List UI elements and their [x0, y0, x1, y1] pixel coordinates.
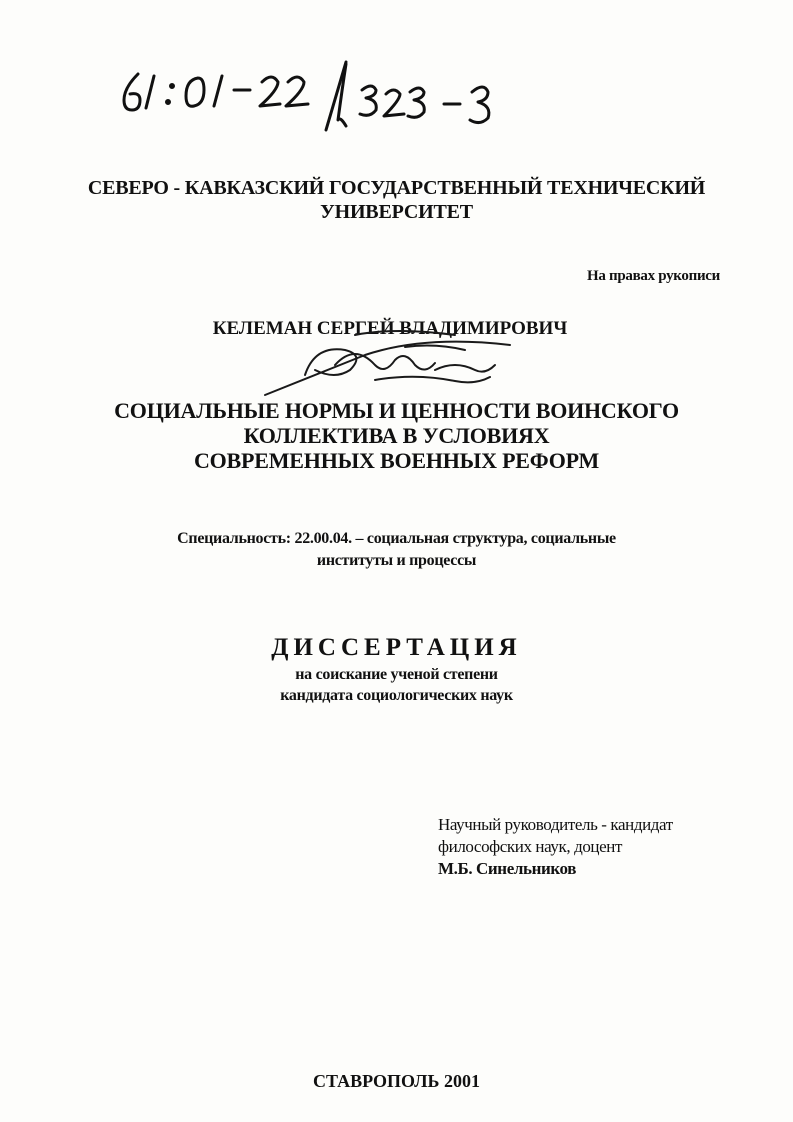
degree-line-2: кандидата социологических наук [280, 687, 513, 704]
university-line-2: УНИВЕРСИТЕТ [320, 201, 473, 223]
specialty-line-1: Специальность: 22.00.04. – социальная структура, социальные [177, 530, 616, 547]
specialty-line-2: институты и процессы [316, 552, 477, 569]
title-line-3: СОВРЕМЕННЫХ ВОЕННЫХ РЕФОРМ [193, 448, 600, 473]
scientific-advisor [438, 814, 758, 880]
advisor-name: М.Б. Синельников [438, 859, 576, 878]
university-line-1: СЕВЕРО - КАВКАЗСКИЙ ГОСУДАРСТВЕННЫЙ ТЕХНИЧЕСКИЙ [87, 177, 706, 199]
city-year: СТАВРОПОЛЬ 2001 [313, 1071, 480, 1091]
author-name: КЕЛЕМАН СЕРГЕЙ ВЛАДИМИРОВИЧ [212, 318, 568, 339]
advisor-line-2: философских наук, доцент [438, 837, 622, 856]
degree-info [150, 664, 643, 706]
title-line-1: СОЦИАЛЬНЫЕ НОРМЫ И ЦЕННОСТИ ВОИНСКОГО [114, 398, 679, 423]
advisor-line-1: Научный руководитель - кандидат [438, 815, 673, 834]
title-line-2: КОЛЛЕКТИВА В УСЛОВИЯХ [243, 423, 550, 448]
specialty [90, 528, 703, 572]
handwritten-archive-number [110, 60, 530, 140]
dissertation-heading: ДИССЕРТАЦИЯ [271, 634, 522, 661]
university-name [60, 176, 733, 224]
rights-note: На правах рукописи [586, 268, 720, 284]
signature [255, 325, 525, 405]
degree-line-1: на соискание ученой степени [295, 666, 498, 683]
dissertation-title [100, 398, 693, 473]
